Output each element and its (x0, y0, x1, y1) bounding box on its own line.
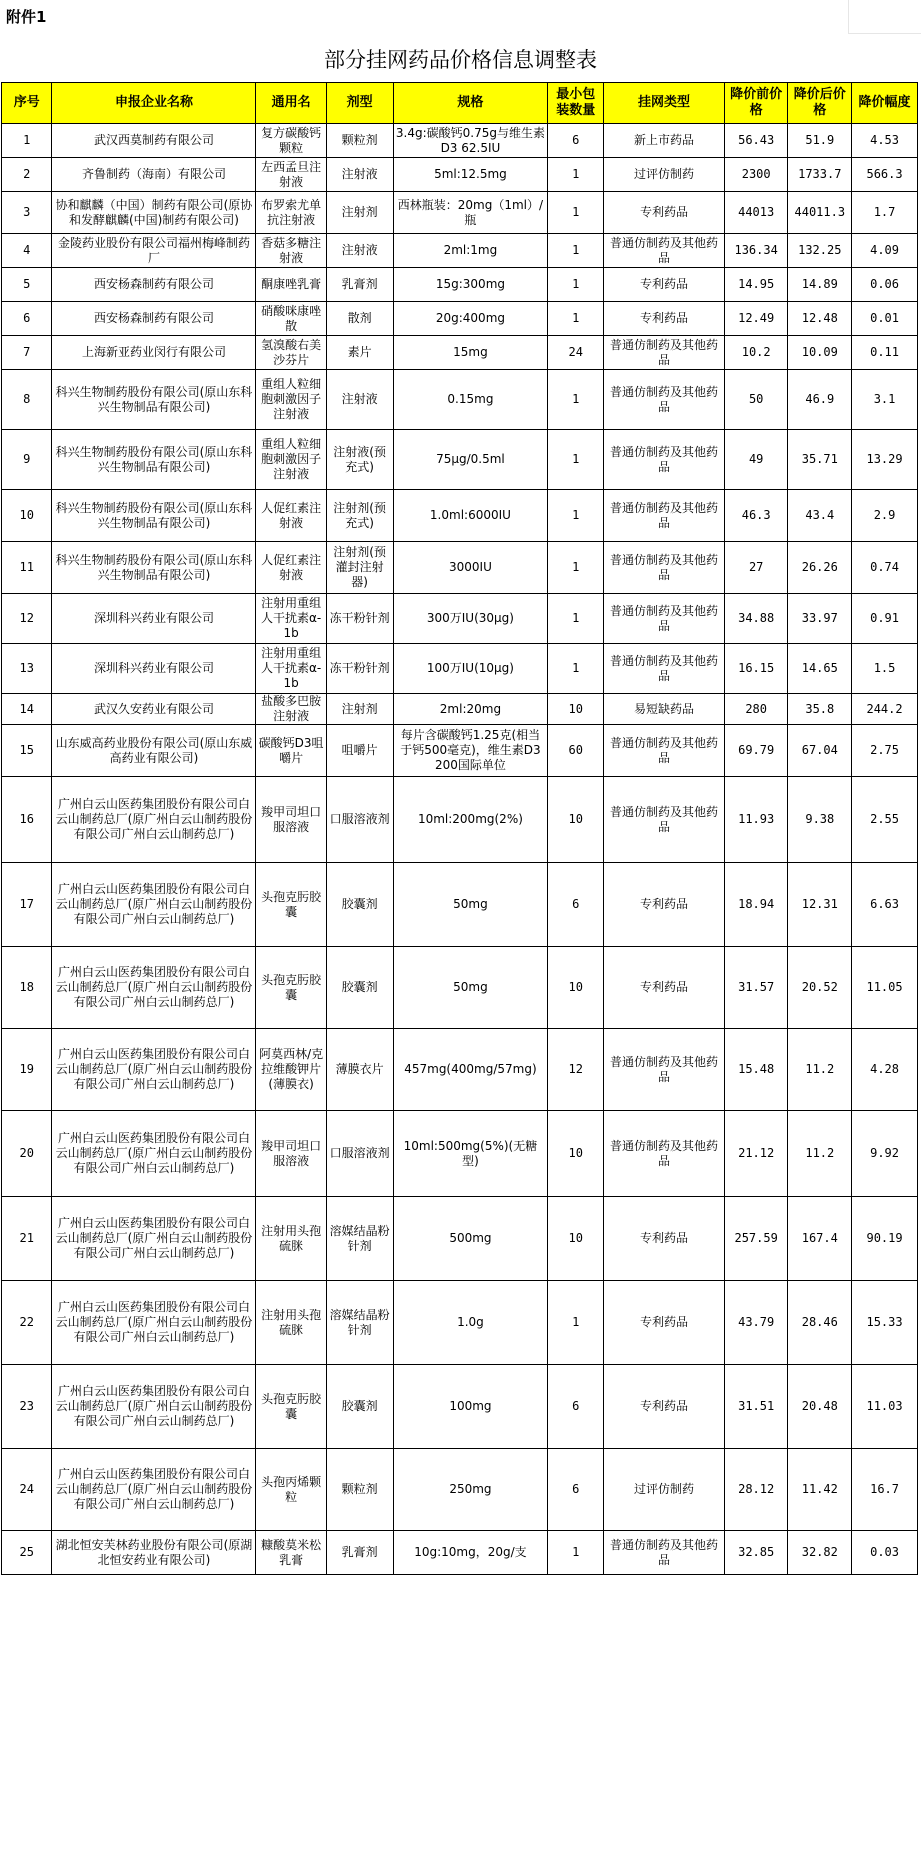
table-cell: 4.28 (852, 1029, 918, 1111)
table-cell: 12.31 (788, 863, 852, 947)
table-cell: 27 (724, 542, 788, 594)
table-cell: 广州白云山医药集团股份有限公司白云山制药总厂(原广州白云山制药股份有限公司广州白云山制药总厂) (52, 1365, 256, 1449)
table-cell: 136.34 (724, 234, 788, 268)
table-cell: 44013 (724, 192, 788, 234)
table-cell: 0.06 (852, 268, 918, 302)
table-cell: 10 (548, 1111, 604, 1197)
table-cell: 2ml:20mg (393, 694, 548, 725)
table-row (2, 1111, 918, 1197)
header-cell: 降价前价格 (724, 83, 788, 124)
table-cell: 深圳科兴药业有限公司 (52, 594, 256, 644)
table-cell: 44011.3 (788, 192, 852, 234)
table-cell: 科兴生物制药股份有限公司(原山东科兴生物制品有限公司) (52, 370, 256, 430)
table-cell: 羧甲司坦口服溶液 (256, 1111, 326, 1197)
table-cell: 6 (548, 863, 604, 947)
table-cell: 0.91 (852, 594, 918, 644)
table-row (2, 1449, 918, 1531)
table-cell: 50mg (393, 863, 548, 947)
table-cell: 普通仿制药及其他药品 (604, 336, 725, 370)
table-cell: 头孢克肟胶囊 (256, 863, 326, 947)
table-cell: 胶囊剂 (326, 1365, 393, 1449)
table-cell: 31.57 (724, 947, 788, 1029)
table-cell: 35.8 (788, 694, 852, 725)
table-cell: 6 (548, 1365, 604, 1449)
table-row (2, 542, 918, 594)
table-cell: 2.9 (852, 490, 918, 542)
table-cell: 深圳科兴药业有限公司 (52, 644, 256, 694)
table-cell: 山东威高药业股份有限公司(原山东威高药业有限公司) (52, 725, 256, 777)
table-cell: 普通仿制药及其他药品 (604, 490, 725, 542)
table-cell: 乳膏剂 (326, 268, 393, 302)
table-cell: 25 (2, 1531, 52, 1575)
price-adjustment-table (1, 82, 918, 1575)
table-row (2, 124, 918, 158)
table-row (2, 1365, 918, 1449)
table-cell: 复方碳酸钙颗粒 (256, 124, 326, 158)
header-cell: 序号 (2, 83, 52, 124)
table-cell: 35.71 (788, 430, 852, 490)
table-cell: 湖北恒安芙林药业股份有限公司(原湖北恒安药业有限公司) (52, 1531, 256, 1575)
table-cell: 羧甲司坦口服溶液 (256, 777, 326, 863)
table-cell: 20g:400mg (393, 302, 548, 336)
table-cell: 257.59 (724, 1197, 788, 1281)
table-cell: 4.09 (852, 234, 918, 268)
table-cell: 280 (724, 694, 788, 725)
table-cell: 33.97 (788, 594, 852, 644)
table-cell: 普通仿制药及其他药品 (604, 430, 725, 490)
table-cell: 1.0g (393, 1281, 548, 1365)
table-cell: 26.26 (788, 542, 852, 594)
table-cell: 阿莫西林/克拉维酸钾片(薄膜衣) (256, 1029, 326, 1111)
table-cell: 注射液 (326, 234, 393, 268)
table-cell: 2.55 (852, 777, 918, 863)
table-cell: 注射液 (326, 158, 393, 192)
table-cell: 18.94 (724, 863, 788, 947)
table-cell: 普通仿制药及其他药品 (604, 234, 725, 268)
table-cell: 10.09 (788, 336, 852, 370)
table-cell: 注射用重组人干扰素α-1b (256, 594, 326, 644)
table-cell: 14.65 (788, 644, 852, 694)
table-cell: 普通仿制药及其他药品 (604, 1029, 725, 1111)
table-cell: 1 (548, 644, 604, 694)
table-cell: 51.9 (788, 124, 852, 158)
table-cell: 23 (2, 1365, 52, 1449)
table-cell: 12 (2, 594, 52, 644)
table-cell: 9.92 (852, 1111, 918, 1197)
table-cell: 人促红素注射液 (256, 542, 326, 594)
table-cell: 冻干粉针剂 (326, 644, 393, 694)
table-cell: 50 (724, 370, 788, 430)
header-cell: 挂网类型 (604, 83, 725, 124)
table-cell: 普通仿制药及其他药品 (604, 542, 725, 594)
table-cell: 颗粒剂 (326, 1449, 393, 1531)
table-cell: 11.05 (852, 947, 918, 1029)
attachment-label: 附件1 (6, 8, 47, 26)
table-cell: 2 (2, 158, 52, 192)
table-cell: 武汉久安药业有限公司 (52, 694, 256, 725)
table-cell: 6 (2, 302, 52, 336)
table-cell: 注射液 (326, 370, 393, 430)
table-cell: 244.2 (852, 694, 918, 725)
table-cell: 11.03 (852, 1365, 918, 1449)
table-cell: 氢溴酸右美沙芬片 (256, 336, 326, 370)
table-cell: 90.19 (852, 1197, 918, 1281)
table-cell: 15.48 (724, 1029, 788, 1111)
table-cell: 167.4 (788, 1197, 852, 1281)
table-row (2, 336, 918, 370)
table-cell: 100mg (393, 1365, 548, 1449)
table-cell: 布罗索尤单抗注射液 (256, 192, 326, 234)
table-cell: 注射剂(预充式) (326, 490, 393, 542)
table-cell: 冻干粉针剂 (326, 594, 393, 644)
table-cell: 21 (2, 1197, 52, 1281)
table-cell: 46.3 (724, 490, 788, 542)
table-row (2, 158, 918, 192)
table-cell: 11.2 (788, 1029, 852, 1111)
table-cell: 10ml:500mg(5%)(无糖型) (393, 1111, 548, 1197)
table-cell: 13 (2, 644, 52, 694)
table-cell: 注射液(预充式) (326, 430, 393, 490)
table-cell: 34.88 (724, 594, 788, 644)
table-cell: 咀嚼片 (326, 725, 393, 777)
table-cell: 专利药品 (604, 192, 725, 234)
table-cell: 15 (2, 725, 52, 777)
table-cell: 1 (548, 1531, 604, 1575)
table-cell: 1.0ml:6000IU (393, 490, 548, 542)
table-cell: 普通仿制药及其他药品 (604, 370, 725, 430)
table-cell: 0.74 (852, 542, 918, 594)
table-cell: 11.93 (724, 777, 788, 863)
table-cell: 19 (2, 1029, 52, 1111)
table-row (2, 947, 918, 1029)
table-row (2, 863, 918, 947)
table-cell: 注射剂(预灌封注射器) (326, 542, 393, 594)
table-cell: 广州白云山医药集团股份有限公司白云山制药总厂(原广州白云山制药股份有限公司广州白云山制药总厂) (52, 863, 256, 947)
table-cell: 1 (548, 302, 604, 336)
header-cell: 降价幅度 (852, 83, 918, 124)
table-cell: 易短缺药品 (604, 694, 725, 725)
table-cell: 西安杨森制药有限公司 (52, 302, 256, 336)
table-cell: 糠酸莫米松乳膏 (256, 1531, 326, 1575)
table-cell: 散剂 (326, 302, 393, 336)
table-cell: 20.48 (788, 1365, 852, 1449)
table-body (2, 124, 918, 1575)
table-cell: 24 (548, 336, 604, 370)
table-cell: 457mg(400mg/57mg) (393, 1029, 548, 1111)
table-cell: 1 (548, 370, 604, 430)
table-cell: 西安杨森制药有限公司 (52, 268, 256, 302)
table-cell: 100万IU(10μg) (393, 644, 548, 694)
table-cell: 31.51 (724, 1365, 788, 1449)
table-cell: 普通仿制药及其他药品 (604, 1111, 725, 1197)
table-cell: 0.11 (852, 336, 918, 370)
table-cell: 广州白云山医药集团股份有限公司白云山制药总厂(原广州白云山制药股份有限公司广州白云山制药总厂) (52, 1449, 256, 1531)
table-row (2, 594, 918, 644)
table-cell: 8 (2, 370, 52, 430)
table-cell: 49 (724, 430, 788, 490)
table-cell: 250mg (393, 1449, 548, 1531)
table-cell: 1 (548, 542, 604, 594)
table-cell: 人促红素注射液 (256, 490, 326, 542)
page-title: 部分挂网药品价格信息调整表 (324, 48, 597, 72)
table-cell: 头孢丙烯颗粒 (256, 1449, 326, 1531)
table-cell: 协和麒麟（中国）制药有限公司(原协和发酵麒麟(中国)制药有限公司) (52, 192, 256, 234)
table-cell: 9.38 (788, 777, 852, 863)
table-cell: 15mg (393, 336, 548, 370)
table-cell: 1 (548, 594, 604, 644)
table-cell: 广州白云山医药集团股份有限公司白云山制药总厂(原广州白云山制药股份有限公司广州白云山制药总厂) (52, 947, 256, 1029)
table-cell: 10 (548, 947, 604, 1029)
table-cell: 专利药品 (604, 1197, 725, 1281)
table-cell: 12 (548, 1029, 604, 1111)
table-cell: 69.79 (724, 725, 788, 777)
table-cell: 0.03 (852, 1531, 918, 1575)
table-cell: 1 (2, 124, 52, 158)
table-cell: 10 (548, 777, 604, 863)
table-cell: 32.85 (724, 1531, 788, 1575)
header-cell: 剂型 (326, 83, 393, 124)
table-cell: 注射剂 (326, 694, 393, 725)
table-cell: 专利药品 (604, 863, 725, 947)
table-cell: 0.01 (852, 302, 918, 336)
table-cell: 武汉西莫制药有限公司 (52, 124, 256, 158)
table-cell: 22 (2, 1281, 52, 1365)
header-cell: 申报企业名称 (52, 83, 256, 124)
table-cell: 西林瓶装：20mg（1ml）/瓶 (393, 192, 548, 234)
table-row (2, 302, 918, 336)
table-cell: 左西孟旦注射液 (256, 158, 326, 192)
table-cell: 1 (548, 490, 604, 542)
table-cell: 2.75 (852, 725, 918, 777)
table-cell: 12.48 (788, 302, 852, 336)
header-row (2, 83, 918, 124)
table-cell: 300万IU(30μg) (393, 594, 548, 644)
table-cell: 胶囊剂 (326, 863, 393, 947)
table-cell: 上海新亚药业闵行有限公司 (52, 336, 256, 370)
table-cell: 13.29 (852, 430, 918, 490)
table-cell: 专利药品 (604, 947, 725, 1029)
table-cell: 15.33 (852, 1281, 918, 1365)
table-cell: 每片含碳酸钙1.25克(相当于钙500毫克)，维生素D3 200国际单位 (393, 725, 548, 777)
table-cell: 口服溶液剂 (326, 1111, 393, 1197)
table-cell: 重组人粒细胞刺激因子注射液 (256, 370, 326, 430)
table-cell: 普通仿制药及其他药品 (604, 594, 725, 644)
table-cell: 67.04 (788, 725, 852, 777)
table-cell: 11.42 (788, 1449, 852, 1531)
table-row (2, 192, 918, 234)
table-cell: 4.53 (852, 124, 918, 158)
table-cell: 15g:300mg (393, 268, 548, 302)
table-cell: 广州白云山医药集团股份有限公司白云山制药总厂(原广州白云山制药股份有限公司广州白云山制药总厂) (52, 1029, 256, 1111)
table-cell: 新上市药品 (604, 124, 725, 158)
table-cell: 14.89 (788, 268, 852, 302)
table-row (2, 644, 918, 694)
table-cell: 2ml:1mg (393, 234, 548, 268)
table-cell: 60 (548, 725, 604, 777)
table-row (2, 490, 918, 542)
table-cell: 过评仿制药 (604, 158, 725, 192)
table-cell: 碳酸钙D3咀嚼片 (256, 725, 326, 777)
table-cell: 普通仿制药及其他药品 (604, 725, 725, 777)
table-cell: 3.4g:碳酸钙0.75g与维生素D3 62.5IU (393, 124, 548, 158)
table-cell: 20.52 (788, 947, 852, 1029)
table-cell: 11 (2, 542, 52, 594)
table-cell: 2300 (724, 158, 788, 192)
table-cell: 普通仿制药及其他药品 (604, 644, 725, 694)
table-cell: 科兴生物制药股份有限公司(原山东科兴生物制品有限公司) (52, 490, 256, 542)
table-cell: 5 (2, 268, 52, 302)
spreadsheet-grid-corner (848, 0, 921, 34)
table-row (2, 1197, 918, 1281)
table-cell: 金陵药业股份有限公司福州梅峰制药厂 (52, 234, 256, 268)
table-cell: 广州白云山医药集团股份有限公司白云山制药总厂(原广州白云山制药股份有限公司广州白云山制药总厂) (52, 1111, 256, 1197)
table-cell: 1 (548, 158, 604, 192)
table-cell: 专利药品 (604, 302, 725, 336)
table-row (2, 1531, 918, 1575)
table-cell: 75μg/0.5ml (393, 430, 548, 490)
table-cell: 专利药品 (604, 268, 725, 302)
table-cell: 齐鲁制药（海南）有限公司 (52, 158, 256, 192)
table-row (2, 370, 918, 430)
table-cell: 注射用头孢硫脒 (256, 1281, 326, 1365)
table-cell: 注射剂 (326, 192, 393, 234)
table-cell: 46.9 (788, 370, 852, 430)
table-row (2, 430, 918, 490)
table-cell: 12.49 (724, 302, 788, 336)
table-cell: 28.46 (788, 1281, 852, 1365)
table-row (2, 1281, 918, 1365)
table-row (2, 234, 918, 268)
table-cell: 普通仿制药及其他药品 (604, 777, 725, 863)
table-cell: 21.12 (724, 1111, 788, 1197)
table-row (2, 725, 918, 777)
table-cell: 5ml:12.5mg (393, 158, 548, 192)
table-cell: 10g:10mg，20g/支 (393, 1531, 548, 1575)
table-cell: 11.2 (788, 1111, 852, 1197)
table-cell: 16 (2, 777, 52, 863)
table-cell: 10ml:200mg(2%) (393, 777, 548, 863)
table-cell: 132.25 (788, 234, 852, 268)
table-cell: 普通仿制药及其他药品 (604, 1531, 725, 1575)
table-cell: 17 (2, 863, 52, 947)
table-cell: 薄膜衣片 (326, 1029, 393, 1111)
table-cell: 3.1 (852, 370, 918, 430)
table-cell: 酮康唑乳膏 (256, 268, 326, 302)
table-cell: 14 (2, 694, 52, 725)
table-cell: 7 (2, 336, 52, 370)
table-cell: 盐酸多巴胺注射液 (256, 694, 326, 725)
table-cell: 注射用重组人干扰素α-1b (256, 644, 326, 694)
table-cell: 溶媒结晶粉针剂 (326, 1281, 393, 1365)
table-cell: 素片 (326, 336, 393, 370)
table-cell: 10 (548, 694, 604, 725)
table-cell: 0.15mg (393, 370, 548, 430)
table-cell: 广州白云山医药集团股份有限公司白云山制药总厂(原广州白云山制药股份有限公司广州白云山制药总厂) (52, 1281, 256, 1365)
header-cell: 降价后价格 (788, 83, 852, 124)
table-cell: 24 (2, 1449, 52, 1531)
table-cell: 1 (548, 1281, 604, 1365)
table-cell: 43.4 (788, 490, 852, 542)
table-cell: 乳膏剂 (326, 1531, 393, 1575)
table-cell: 1 (548, 192, 604, 234)
table-cell: 28.12 (724, 1449, 788, 1531)
table-cell: 6.63 (852, 863, 918, 947)
table-cell: 1.5 (852, 644, 918, 694)
table-cell: 硝酸咪康唑散 (256, 302, 326, 336)
table-cell: 9 (2, 430, 52, 490)
table-cell: 10 (2, 490, 52, 542)
table-cell: 500mg (393, 1197, 548, 1281)
table-cell: 1 (548, 268, 604, 302)
table-cell: 注射用头孢硫脒 (256, 1197, 326, 1281)
table-cell: 科兴生物制药股份有限公司(原山东科兴生物制品有限公司) (52, 542, 256, 594)
table-cell: 1733.7 (788, 158, 852, 192)
table-cell: 胶囊剂 (326, 947, 393, 1029)
table-cell: 口服溶液剂 (326, 777, 393, 863)
table-cell: 科兴生物制药股份有限公司(原山东科兴生物制品有限公司) (52, 430, 256, 490)
table-cell: 3 (2, 192, 52, 234)
table-cell: 16.15 (724, 644, 788, 694)
table-cell: 头孢克肟胶囊 (256, 1365, 326, 1449)
table-row (2, 694, 918, 725)
table-row (2, 268, 918, 302)
table-cell: 20 (2, 1111, 52, 1197)
table-cell: 过评仿制药 (604, 1449, 725, 1531)
table-cell: 10.2 (724, 336, 788, 370)
table-cell: 56.43 (724, 124, 788, 158)
table-row (2, 777, 918, 863)
table-cell: 14.95 (724, 268, 788, 302)
table-cell: 广州白云山医药集团股份有限公司白云山制药总厂(原广州白云山制药股份有限公司广州白云山制药总厂) (52, 1197, 256, 1281)
table-cell: 16.7 (852, 1449, 918, 1531)
table-cell: 6 (548, 124, 604, 158)
table-cell: 18 (2, 947, 52, 1029)
table-cell: 专利药品 (604, 1365, 725, 1449)
table-row (2, 1029, 918, 1111)
table-cell: 43.79 (724, 1281, 788, 1365)
table-cell: 1 (548, 234, 604, 268)
table-cell: 1 (548, 430, 604, 490)
header-cell: 通用名 (256, 83, 326, 124)
header-cell: 最小包装数量 (548, 83, 604, 124)
table-cell: 3000IU (393, 542, 548, 594)
table-cell: 香菇多糖注射液 (256, 234, 326, 268)
header-cell: 规格 (393, 83, 548, 124)
table-cell: 专利药品 (604, 1281, 725, 1365)
table-cell: 4 (2, 234, 52, 268)
table-cell: 6 (548, 1449, 604, 1531)
table-cell: 10 (548, 1197, 604, 1281)
table-cell: 广州白云山医药集团股份有限公司白云山制药总厂(原广州白云山制药股份有限公司广州白云山制药总厂) (52, 777, 256, 863)
table-cell: 重组人粒细胞刺激因子注射液 (256, 430, 326, 490)
table-cell: 50mg (393, 947, 548, 1029)
table-cell: 溶媒结晶粉针剂 (326, 1197, 393, 1281)
table-cell: 颗粒剂 (326, 124, 393, 158)
table-cell: 566.3 (852, 158, 918, 192)
table-cell: 32.82 (788, 1531, 852, 1575)
table-cell: 头孢克肟胶囊 (256, 947, 326, 1029)
table-cell: 1.7 (852, 192, 918, 234)
